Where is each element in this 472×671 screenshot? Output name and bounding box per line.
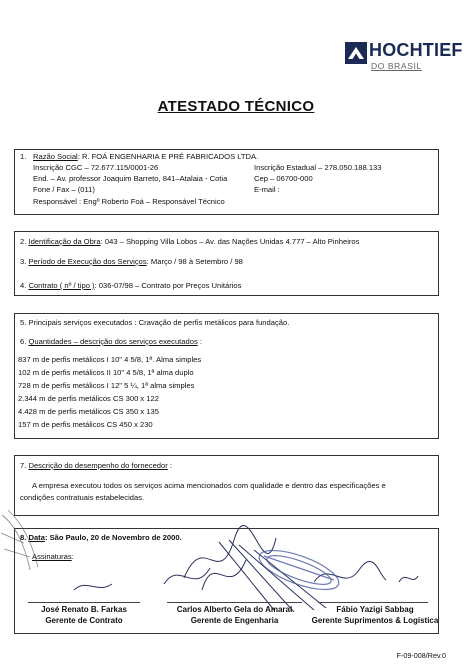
section-5-number: 5. [20,318,27,327]
section-7-row [20,461,172,470]
data-label: Data [28,533,45,542]
endereco: End. – Av. professor Joaquim Barreto, 841–Atalaia - Cotia [33,174,228,183]
quantidades-colon: : [197,337,202,346]
quantity-item: 102 m de perfis metálicos II 10" 4 5/8, 1ª alma duplo [18,368,194,377]
inscricao-estadual: Inscrição Estadual – 278.050.188.133 [254,163,382,172]
contrato-label: Contrato ( nº / tipo ) [28,281,95,290]
signature-line [318,602,428,603]
responsavel: Responsável : Engº Roberto Foá – Responsável Técnico [33,197,225,206]
section-6-number: 6. [20,337,27,346]
obra-label: Identificação da Obra [28,237,101,246]
quantity-item: 837 m de perfis metálicos I 10" 4 5/8, 1ª. Alma simples [18,355,202,364]
section-4-row [20,281,241,290]
section-1-number: 1. [20,152,27,161]
contrato-value: : 036-07/98 – Contrato por Preços Unitários [94,281,242,290]
document-title: ATESTADO TÉCNICO [157,98,315,115]
razao-social-value: : R. FOÁ ENGENHARIA E PRÉ FABRICADOS LTDA. [77,152,259,161]
signatory-role: Gerente de Engenharia [190,616,279,625]
desempenho-colon: : [167,461,173,470]
signatures-scribble-image [14,520,439,612]
email: E-mail : [254,185,280,194]
data-value: : São Paulo, 20 de Novembro de 2000. [44,533,182,542]
section-3-number: 3. [20,257,27,266]
periodo-label: Período de Execução dos Serviços [28,257,147,266]
desempenho-label: Descrição do desempenho do fornecedor [28,461,168,470]
periodo-value: : Março / 98 à Setembro / 98 [146,257,243,266]
quantidades-label: Quantidades – descrição dos serviços executados [28,337,198,346]
quantity-item: 2.344 m de perfis metálicos CS 300 x 122 [18,394,159,403]
signatory-name: Carlos Alberto Gela do Amaral [176,605,293,614]
servicos-executados: Principais serviços executados : Cravação de perfis metálicos para fundação. [28,318,290,327]
company-logo-name: HOCHTIEF [369,40,463,60]
section-2-row [20,237,359,246]
section-4-number: 4. [20,281,27,290]
hochtief-logo-icon [345,42,367,64]
razao-social-label: Razão Social [33,152,78,161]
assinaturas-label: Assinaturas [32,552,72,561]
signature-line [167,602,302,603]
desempenho-text-line-1: A empresa executou todos os serviços acima mencionados com qualidade e dentro das especificações e [32,481,386,490]
quantity-item: 4.428 m de perfis metálicos CS 350 x 135 [18,407,159,416]
razao-social-row [33,152,258,161]
signatory-role: Gerente de Contrato [45,616,123,625]
inscricao-cgc: Inscrição CGC – 72.677.115/0001-26 [33,163,159,172]
obra-value: : 043 – Shopping Villa Lobos – Av. das Nações Unidas 4.777 – Alto Pinheiros [100,237,360,246]
section-3-row [20,257,243,266]
assinaturas-row: Assinaturas: [32,552,74,561]
form-code: F-09-008/Rev.0 [396,651,446,660]
section-7-number: 7. [20,461,27,470]
side-stamp-image [0,505,50,575]
signatory-name: Fábio Yazigi Sabbag [336,605,414,614]
section-2-number: 2. [20,237,27,246]
section-6-row [20,337,202,346]
signatory-name: José Renato B. Farkas [41,605,127,614]
signatory-role: Gerente Suprimentos & Logística [311,616,439,625]
quantity-item: 728 m de perfis metálicos I 12" 5 ¼, 1ª alma simples [18,381,195,390]
cep: Cep – 06700-000 [254,174,313,183]
section-5-row [20,318,289,327]
signature-line [28,602,140,603]
fone-fax: Fone / Fax – (011) [33,185,95,194]
section-8-number: 8. [20,533,27,542]
company-logo-subtitle: DO BRASIL [371,61,422,71]
desempenho-text-line-2: condições contratuais estabelecidas. [20,493,145,502]
quantity-item: 157 m de perfis metálicos CS 450 x 230 [18,420,153,429]
